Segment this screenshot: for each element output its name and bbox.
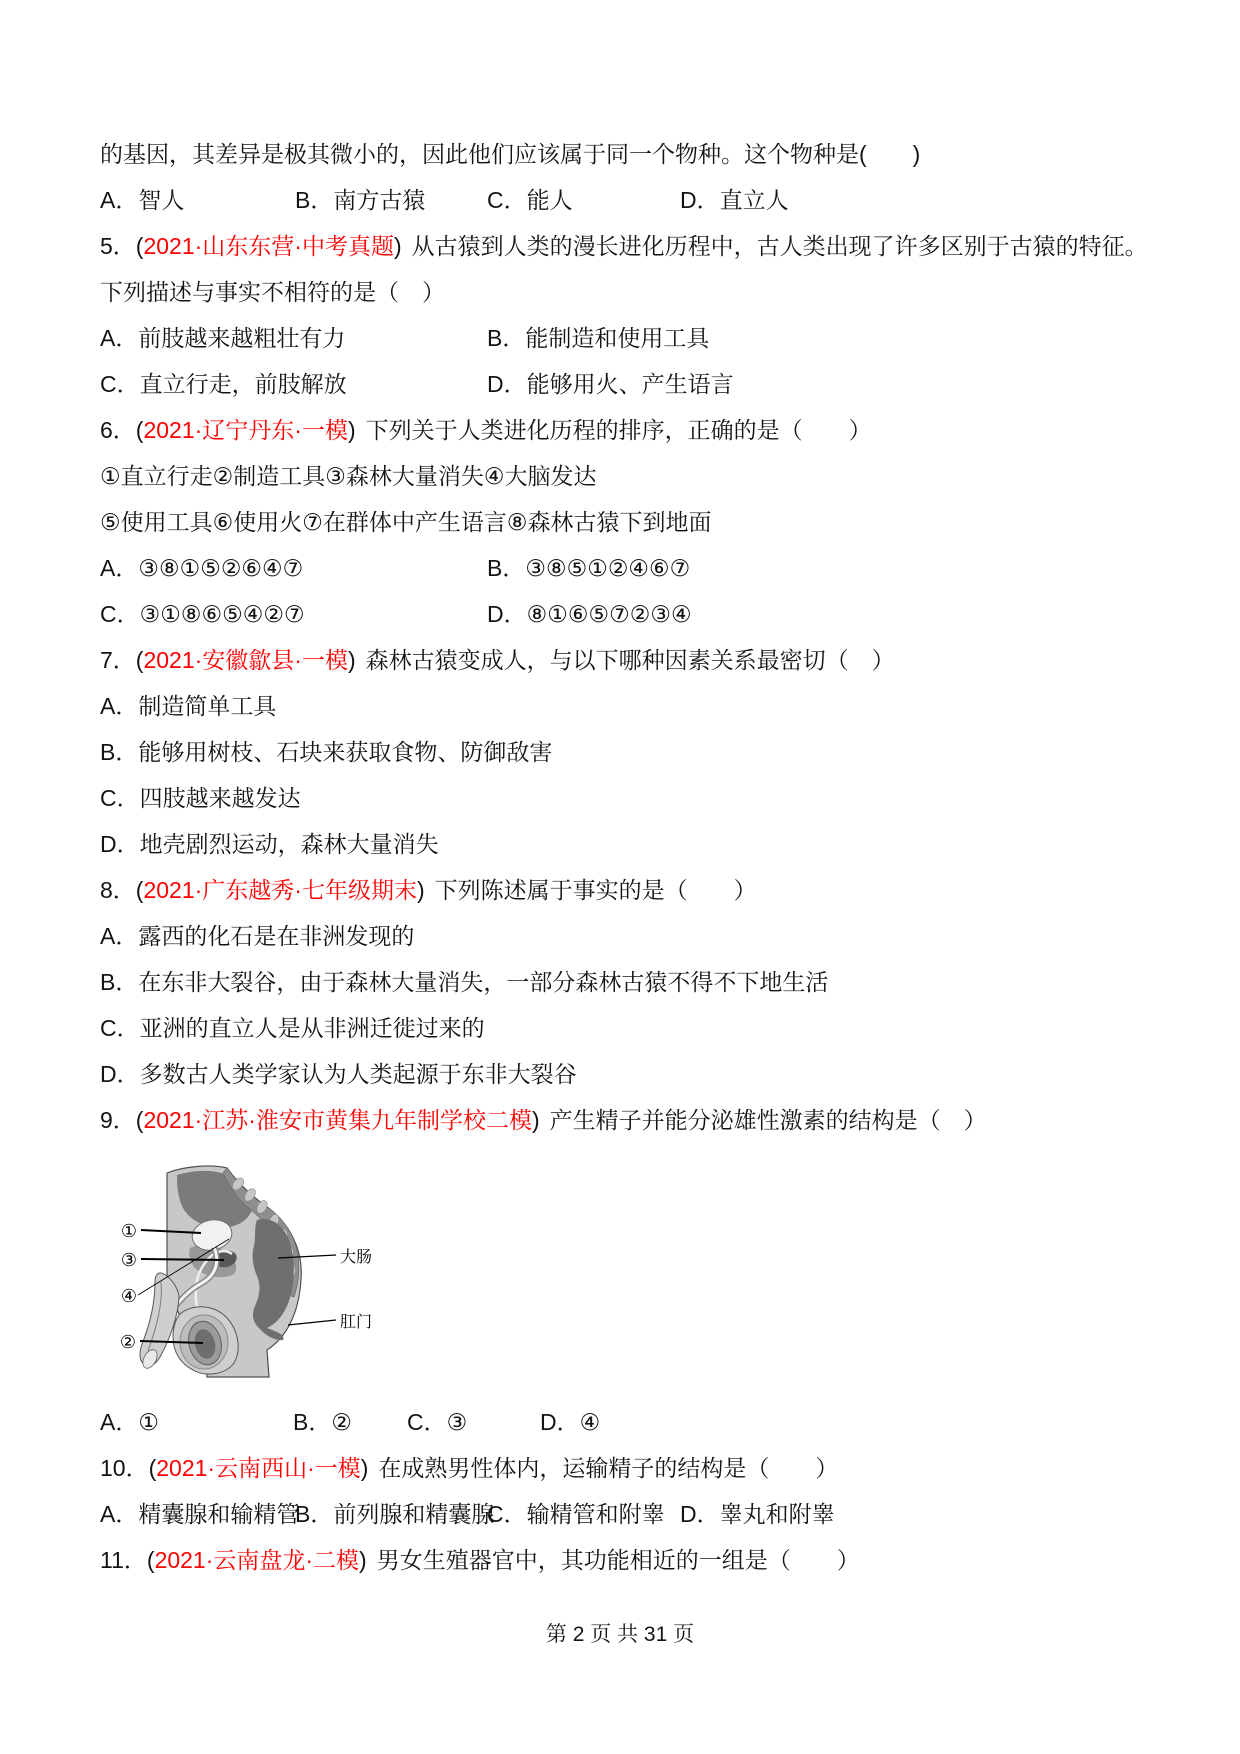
question-5-stem-line-2: [100, 269, 1160, 315]
page-number-footer: [0, 1620, 1240, 1650]
question-source: 2021·山东东营·中考真题: [143, 233, 394, 259]
question-stem-text: 森林古猿变成人，与以下哪种因素关系最密切（ ）: [365, 647, 895, 673]
option-d: D．地壳剧烈运动，森林大量消失: [100, 831, 439, 857]
option-c: C．输精管和附睾: [487, 1501, 665, 1527]
paren-close: ): [531, 1107, 540, 1133]
question-11-stem: [100, 1537, 1160, 1583]
question-7-stem: [100, 637, 1160, 683]
paren-close: ): [393, 233, 402, 259]
paren-open: (: [135, 877, 144, 903]
option-a: A．露西的化石是在非洲发现的: [100, 923, 415, 949]
option-d: D．④: [540, 1409, 601, 1435]
sequence-text: ⑤使用工具⑥使用火⑦在群体中产生语言⑧森林古猿下到地面: [100, 509, 712, 535]
question-stem-text: 男女生殖器官中，其功能相近的一组是（ ）: [376, 1547, 860, 1573]
option-c: C．亚洲的直立人是从非洲迁徙过来的: [100, 1015, 485, 1041]
option-c: C．③: [407, 1409, 468, 1435]
question-9-options: [100, 1399, 1160, 1445]
option-b: B．②: [293, 1409, 352, 1435]
option-a: A．制造简单工具: [100, 693, 277, 719]
option-d: D．直立人: [680, 187, 789, 213]
question-7-option-d: [100, 821, 1160, 867]
option-c: C．四肢越来越发达: [100, 785, 301, 811]
option-c: C．③①⑧⑥⑤④②⑦: [100, 601, 305, 627]
question-4-continuation: [100, 131, 1160, 177]
pointer-line-3: [141, 1259, 224, 1260]
male-pelvis-figure: [105, 1163, 395, 1378]
paren-close: ): [347, 647, 356, 673]
paren-open: (: [135, 647, 144, 673]
sequence-text: ①直立行走②制造工具③森林大量消失④大脑发达: [100, 463, 597, 489]
paren-open: (: [135, 233, 144, 259]
option-a: A．③⑧①⑤②⑥④⑦: [100, 555, 304, 581]
question-7-option-c: [100, 775, 1160, 821]
question-stem-text: 产生精子并能分泌雄性激素的结构是（ ）: [549, 1107, 987, 1133]
question-number: 6．: [100, 417, 136, 443]
question-number: 9．: [100, 1107, 136, 1133]
penis: [140, 1273, 179, 1366]
question-source: 2021·安徽歙县·一模: [143, 647, 348, 673]
paren-close: ): [416, 877, 425, 903]
question-8-option-b: [100, 959, 1160, 1005]
question-number: 8．: [100, 877, 136, 903]
question-stem-text: 下列关于人类进化历程的排序，正确的是（ ）: [365, 417, 872, 443]
figure-body: [140, 1166, 301, 1377]
pointer-line-anus: [288, 1320, 336, 1325]
question-7-option-a: [100, 683, 1160, 729]
question-stem-text: 下列描述与事实不相符的是（ ）: [100, 279, 445, 305]
question-6-options-row-2: [100, 591, 1160, 637]
paren-close: ): [347, 417, 356, 443]
question-9-stem: [100, 1097, 1160, 1143]
option-d: D．睾丸和附睾: [680, 1501, 835, 1527]
question-source: 2021·辽宁丹东·一模: [143, 417, 348, 443]
option-a: A．智人: [100, 187, 185, 213]
question-source: 2021·云南盘龙·二模: [154, 1547, 360, 1573]
paren-close: ): [360, 1455, 369, 1481]
paren-close: ): [359, 1547, 367, 1573]
option-b: B．能够用树枝、石块来获取食物、防御敌害: [100, 739, 553, 765]
figure-label-3: ③: [120, 1250, 138, 1270]
question-8-option-d: [100, 1051, 1160, 1097]
question-source: 2021·江苏·淮安市黄集九年制学校二模: [143, 1107, 532, 1133]
question-5-options-row-1: [100, 315, 1160, 361]
question-6-sequence-1: [100, 453, 1160, 499]
question-number: 7．: [100, 647, 136, 673]
question-6-options-row-1: [100, 545, 1160, 591]
question-number: 5．: [100, 233, 136, 259]
paren-open: (: [135, 417, 144, 443]
figure-label-2: ②: [119, 1332, 137, 1352]
option-b: B．能制造和使用工具: [487, 325, 710, 351]
figure-label-1: ①: [120, 1221, 138, 1241]
option-b: B．南方古猿: [295, 187, 426, 213]
question-stem-text: 从古猿到人类的漫长进化历程中，古人类出现了许多区别于古猿的特征。: [411, 233, 1148, 259]
question-number: 11．: [100, 1547, 147, 1573]
option-c: C．直立行走，前肢解放: [100, 371, 347, 397]
figure-label-intestine: 大肠: [340, 1249, 373, 1266]
option-d: D．多数古人类学家认为人类起源于东非大裂谷: [100, 1061, 577, 1087]
option-b: B．在东非大裂谷，由于森林大量消失，一部分森林古猿不得不下地生活: [100, 969, 829, 995]
question-5-stem: [100, 223, 1160, 269]
option-b: B．前列腺和精囊腺: [295, 1501, 495, 1527]
question-source: 2021·广东越秀·七年级期末: [143, 877, 417, 903]
option-b: B．③⑧⑤①②④⑥⑦: [487, 555, 691, 581]
paren-open: (: [135, 1107, 144, 1133]
option-c: C．能人: [487, 187, 573, 213]
question-10-options: [100, 1491, 1160, 1537]
question-10-stem: [100, 1445, 1160, 1491]
question-5-options-row-2: [100, 361, 1160, 407]
figure-label-anus: 肛门: [340, 1314, 373, 1331]
paren-open: (: [146, 1547, 155, 1573]
question-8-option-a: [100, 913, 1160, 959]
question-4-text: 的基因，其差异是极其微小的，因此他们应该属于同一个物种。这个物种是( ): [100, 141, 921, 167]
question-6-stem: [100, 407, 1160, 453]
question-8-stem: [100, 867, 1160, 913]
question-number: 10．: [100, 1455, 149, 1481]
figure-label-4: ④: [120, 1286, 138, 1306]
paren-open: (: [148, 1455, 157, 1481]
question-8-option-c: [100, 1005, 1160, 1051]
page-number-text: 第 2 页 共 31 页: [545, 1623, 695, 1646]
question-stem-text: 下列陈述属于事实的是（ ）: [434, 877, 757, 903]
question-6-sequence-2: [100, 499, 1160, 545]
option-a: A．精囊腺和输精管: [100, 1501, 300, 1527]
question-source: 2021·云南西山·一模: [156, 1455, 361, 1481]
question-stem-text: 在成熟男性体内，运输精子的结构是（ ）: [378, 1455, 839, 1481]
option-d: D．能够用火、产生语言: [487, 371, 734, 397]
option-a: A．①: [100, 1409, 159, 1435]
male-reproductive-diagram: [105, 1163, 395, 1378]
page-content: [100, 131, 1160, 1583]
option-d: D．⑧①⑥⑤⑦②③④: [487, 601, 692, 627]
question-7-option-b: [100, 729, 1160, 775]
option-a: A．前肢越来越粗壮有力: [100, 325, 346, 351]
question-4-options: [100, 177, 1160, 223]
